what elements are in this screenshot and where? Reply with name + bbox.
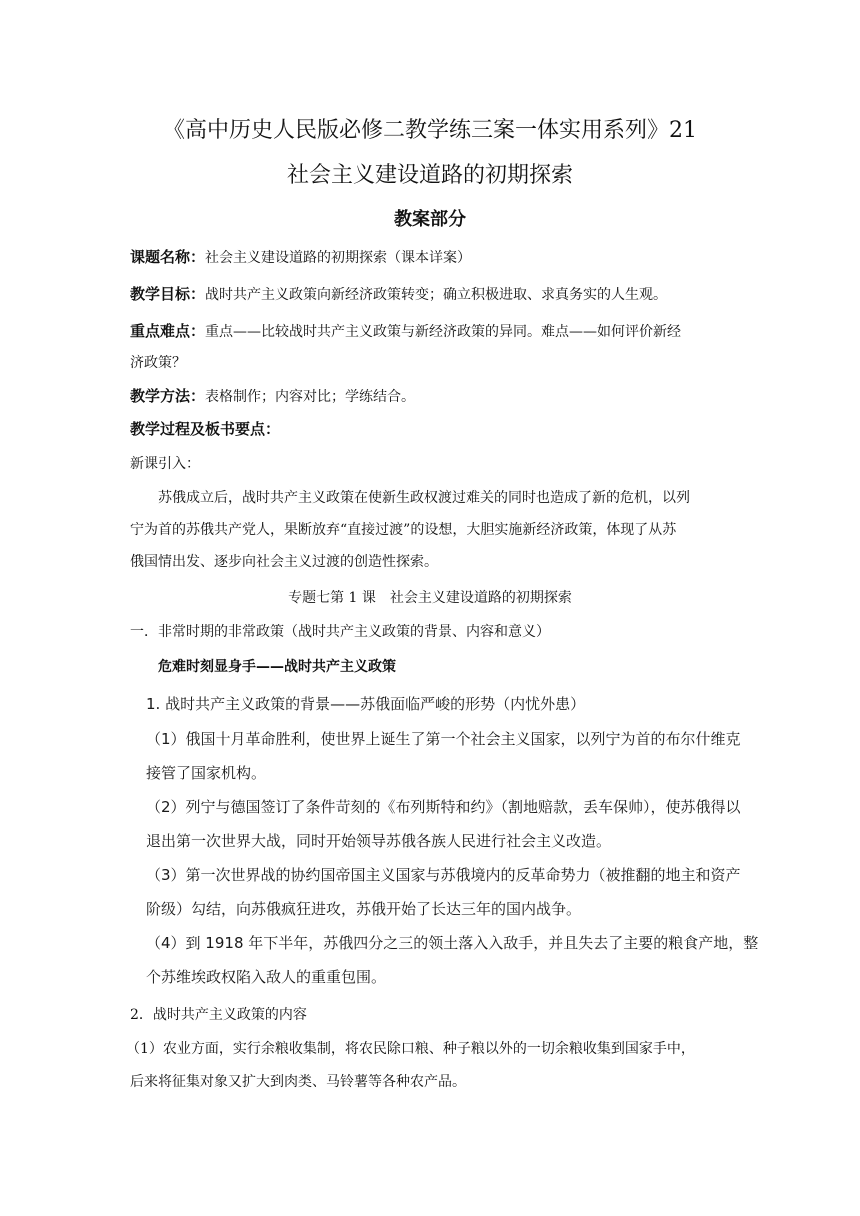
field-label: 课题名称：: [130, 248, 206, 266]
screenshot-line: 接管了国家机构。: [146, 764, 267, 782]
intro-line: 俄国情出发、逐步向社会主义过渡的创造性探索。: [130, 554, 438, 570]
field-label: 教学过程及板书要点：: [130, 420, 281, 438]
field-methods: [130, 385, 415, 406]
section2-line: 后来将征集对象又扩大到肉类、马铃薯等各种农产品。: [130, 1074, 466, 1090]
field-topic: [130, 246, 471, 267]
intro-label: 新课引入：: [130, 456, 200, 472]
screenshot-line: （4）到 1918 年下半年，苏俄四分之三的领土落入入敌手，并且失去了主要的粮食产地，整: [146, 934, 759, 952]
section-title: 教案部分: [394, 209, 466, 230]
section2-line: （1）农业方面，实行余粮收集制，将农民除口粮、种子粮以外的一切余粮收集到国家手中，: [126, 1041, 695, 1057]
intro-line: 宁为首的苏俄共产党人，果断放弃“直接过渡”的设想，大胆实施新经济政策，体现了从苏: [130, 522, 677, 538]
field-label: 教学方法：: [130, 387, 206, 405]
field-value: 重点——比较战时共产主义政策与新经济政策的异同。难点——如何评价新经: [205, 324, 682, 340]
screenshot-line: （3）第一次世界战的协约国帝国主义国家与苏俄境内的反革命势力（被推翻的地主和资产: [146, 866, 741, 884]
field-objectives: [130, 283, 667, 304]
field-process: [130, 418, 280, 439]
field-value: 表格制作；内容对比；学练结合。: [205, 389, 416, 405]
section2-heading: 2．战时共产主义政策的内容: [130, 1007, 307, 1023]
section1-subheading: 危难时刻显身手——战时共产主义政策: [158, 659, 396, 675]
screenshot-line: 退出第一次世界大战，同时开始领导苏俄各族人民进行社会主义改造。: [146, 832, 612, 850]
page-title: 《高中历史人民版必修二教学练三案一体实用系列》21: [163, 118, 697, 143]
lesson-title: 社会主义建设道路的初期探索: [286, 163, 573, 188]
screenshot-line: （1）俄国十月革命胜利，使世界上诞生了第一个社会主义国家，以列宁为首的布尔什维克: [146, 730, 741, 748]
screenshot-line: （2）列宁与德国签订了条件苛刻的《布列斯特和约》（割地赔款，丢车保帅），使苏俄得以: [146, 798, 741, 816]
field-label: 重点难点：: [130, 322, 206, 340]
topic-heading: 专题七第 1 课 社会主义建设道路的初期探索: [288, 590, 572, 606]
screenshot-line: 1. 战时共产主义政策的背景——苏俄面临严峻的形势（内忧外患）: [146, 695, 586, 713]
screenshot-line: 个苏维埃政权陷入敌人的重重包围。: [146, 968, 387, 986]
field-value: 社会主义建设道路的初期探索（课本详案）: [205, 250, 472, 266]
field-key-points: [130, 320, 681, 341]
section1-heading: 一．非常时期的非常政策（战时共产主义政策的背景、内容和意义）: [130, 624, 550, 640]
field-key-points-cont: 济政策？: [130, 355, 186, 371]
screenshot-line: 阶级）勾结，向苏俄疯狂进攻，苏俄开始了长达三年的国内战争。: [146, 900, 582, 918]
field-value: 战时共产主义政策向新经济政策转变；确立积极进取、求真务实的人生观。: [205, 287, 668, 303]
field-label: 教学目标：: [130, 285, 206, 303]
intro-line: 苏俄成立后，战时共产主义政策在使新生政权渡过难关的同时也造成了新的危机，以列: [158, 490, 690, 506]
